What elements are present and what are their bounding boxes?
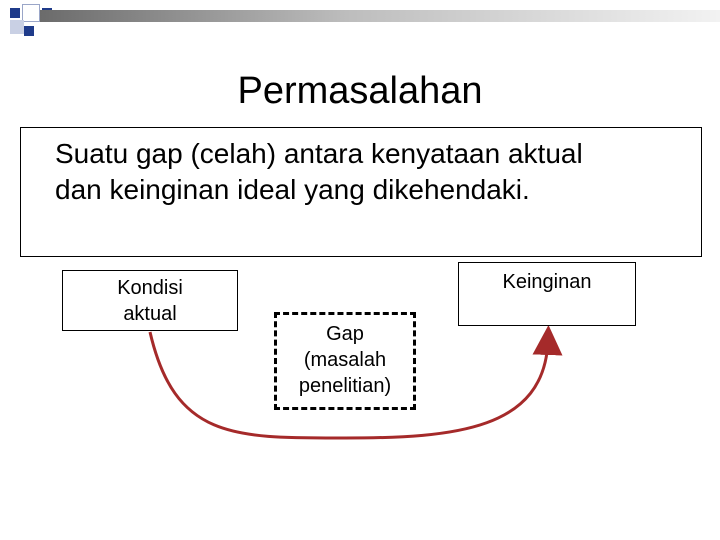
kondisi-line-2: aktual (123, 303, 177, 325)
node-keinginan (458, 262, 636, 326)
definition-line-2: dan keinginan ideal yang dikehendaki. (55, 174, 530, 205)
definition-line-1: Suatu gap (celah) antara kenyataan aktual (55, 138, 583, 169)
node-gap (274, 312, 416, 410)
gap-line-3: penelitian) (298, 375, 392, 397)
keinginan-label: Keinginan (502, 271, 592, 293)
gap-line-1: Gap (326, 323, 364, 345)
kondisi-line-1: Kondisi (117, 277, 183, 299)
slide-title: Permasalahan (237, 70, 483, 112)
node-kondisi-aktual (62, 270, 238, 331)
gap-line-2: (masalah (303, 349, 387, 371)
